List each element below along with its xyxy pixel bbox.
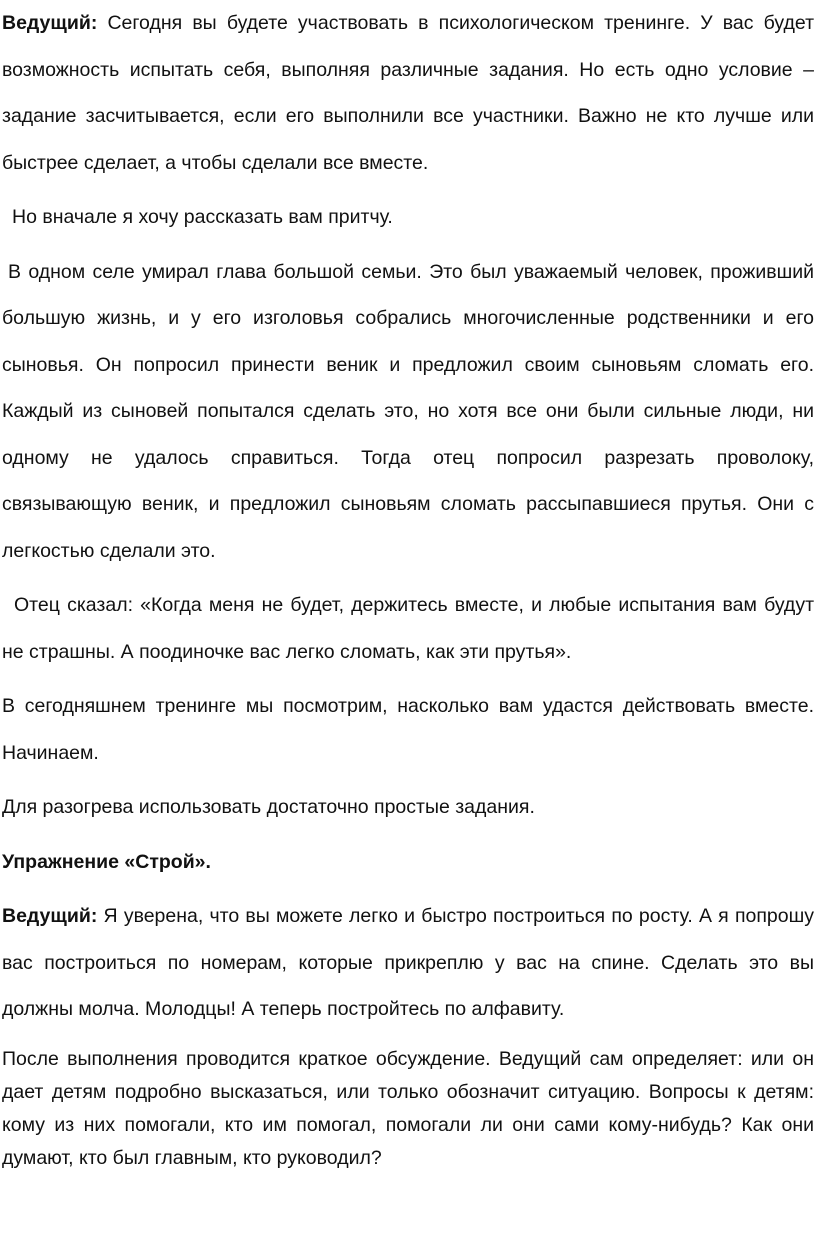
speaker-label: Ведущий: <box>2 12 98 34</box>
speaker-label: Ведущий: <box>2 905 98 927</box>
exercise-text: Я уверена, что вы можете легко и быстро построиться по росту. А я попрошу вас построиться по номерам, которые прикреплю у вас на спине. Сделать это вы должны молча. Молодцы! А теперь постройтесь по алфавиту. <box>2 905 814 1020</box>
parable-intro-paragraph: Но вначале я хочу рассказать вам притчу. <box>12 206 393 228</box>
discussion-paragraph: После выполнения проводится краткое обсуждение. Ведущий сам определяет: или он дает детям подробно высказаться, или только обозначит ситуацию. Вопросы к детям: кому из них помогали, кто им помогал, помогали ли они сами кому-нибудь? Как они думают, кто был главным, кто руководил? <box>2 1047 814 1169</box>
father-quote-paragraph: Отец сказал: «Когда меня не будет, держитесь вместе, и любые испытания вам будут не страшны. А поодиночке вас легко сломать, как эти прутья». <box>2 594 814 663</box>
exercise-paragraph <box>2 893 814 1033</box>
intro-text: Сегодня вы будете участвовать в психологическом тренинге. У вас будет возможность испытать себя, выполняя различные задания. Но есть одно условие – задание засчитывается, если его выполнили все участники. Важно не кто лучше или быстрее сделает, а чтобы сделали все вместе. <box>2 12 814 174</box>
intro-paragraph <box>2 0 814 186</box>
parable-paragraph: В одном селе умирал глава большой семьи. Это был уважаемый человек, проживший большую жизнь, и у его изголовья собрались многочисленные родственники и его сыновья. Он попросил принести веник и предложил своим сыновьям сломать его. Каждый из сыновей попытался сделать это, но хотя все они были сильные люди, ни одному не удалось справиться. Тогда отец попросил разрезать проволоку, связывающую веник, и предложил сыновьям сломать рассыпавшиеся прутья. Они с легкостью сделали это. <box>2 260 814 562</box>
document-page <box>2 0 814 1175</box>
training-start-paragraph: В сегодняшнем тренинге мы посмотрим, насколько вам удастся действовать вместе. Начинаем. <box>2 695 814 764</box>
warmup-paragraph: Для разогрева использовать достаточно простые задания. <box>2 796 535 818</box>
exercise-heading: Упражнение «Строй». <box>2 850 211 873</box>
